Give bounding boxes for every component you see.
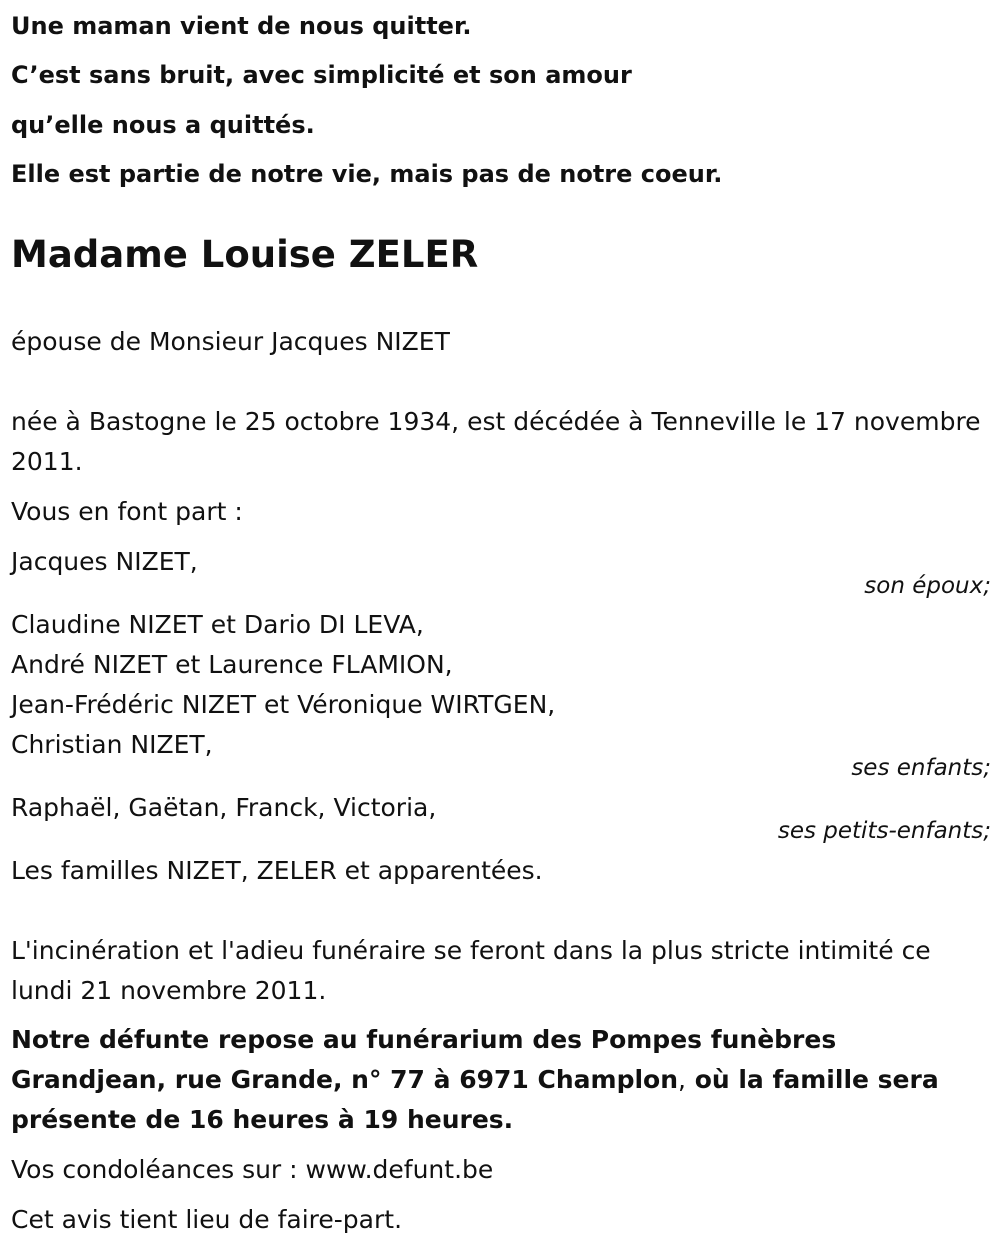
spouse-names: Jacques NIZET,: [11, 547, 198, 576]
repose-text: [11, 1020, 991, 1140]
ceremony-text: L'incinération et l'adieu funéraire se feront dans la plus stricte intimité ce lundi 21 novembre 2011.: [11, 936, 931, 1005]
child-line-1: Claudine NIZET et Dario DI LEVA,: [11, 610, 424, 639]
birth-death-text: née à Bastogne le 25 octobre 1934, est décédée à Tenneville le 17 novembre 2011.: [11, 407, 981, 476]
children-role: ses enfants;: [851, 755, 991, 781]
notice-line: Cet avis tient lieu de faire-part.: [11, 1205, 403, 1234]
intro-poem-line-2: C’est sans bruit, avec simplicité et son amour: [11, 61, 632, 89]
child-line-4: Christian NIZET,: [11, 730, 213, 759]
repose-comma: ,: [678, 1065, 686, 1094]
repose-part-2: où la famille sera présente de 16 heures à 19 heures.: [11, 1065, 939, 1134]
deceased-name: Madame Louise ZELER: [11, 233, 479, 276]
repose-part-1: Notre défunte repose au funérarium des Pompes funèbres Grandjean, rue Grande, n° 77 à 6971 Champlon: [11, 1025, 837, 1094]
spouse-role: son époux;: [864, 573, 991, 599]
intro-poem-line-3: qu’elle nous a quittés.: [11, 111, 315, 139]
intro-poem-line-4: Elle est partie de notre vie, mais pas de notre coeur.: [11, 160, 723, 188]
grandchildren-names: Raphaël, Gaëtan, Franck, Victoria,: [11, 793, 437, 822]
child-line-2: André NIZET et Laurence FLAMION,: [11, 650, 453, 679]
intro-poem-line-1: Une maman vient de nous quitter.: [11, 12, 472, 40]
families-line: Les familles NIZET, ZELER et apparentées.: [11, 856, 543, 885]
condolences-line: Vos condoléances sur : www.defunt.be: [11, 1155, 494, 1184]
child-line-3: Jean-Frédéric NIZET et Véronique WIRTGEN,: [11, 690, 556, 719]
grandchildren-role: ses petits-enfants;: [777, 818, 991, 844]
announcement-intro: Vous en font part :: [11, 497, 243, 526]
spouse-line: épouse de Monsieur Jacques NIZET: [11, 327, 450, 356]
